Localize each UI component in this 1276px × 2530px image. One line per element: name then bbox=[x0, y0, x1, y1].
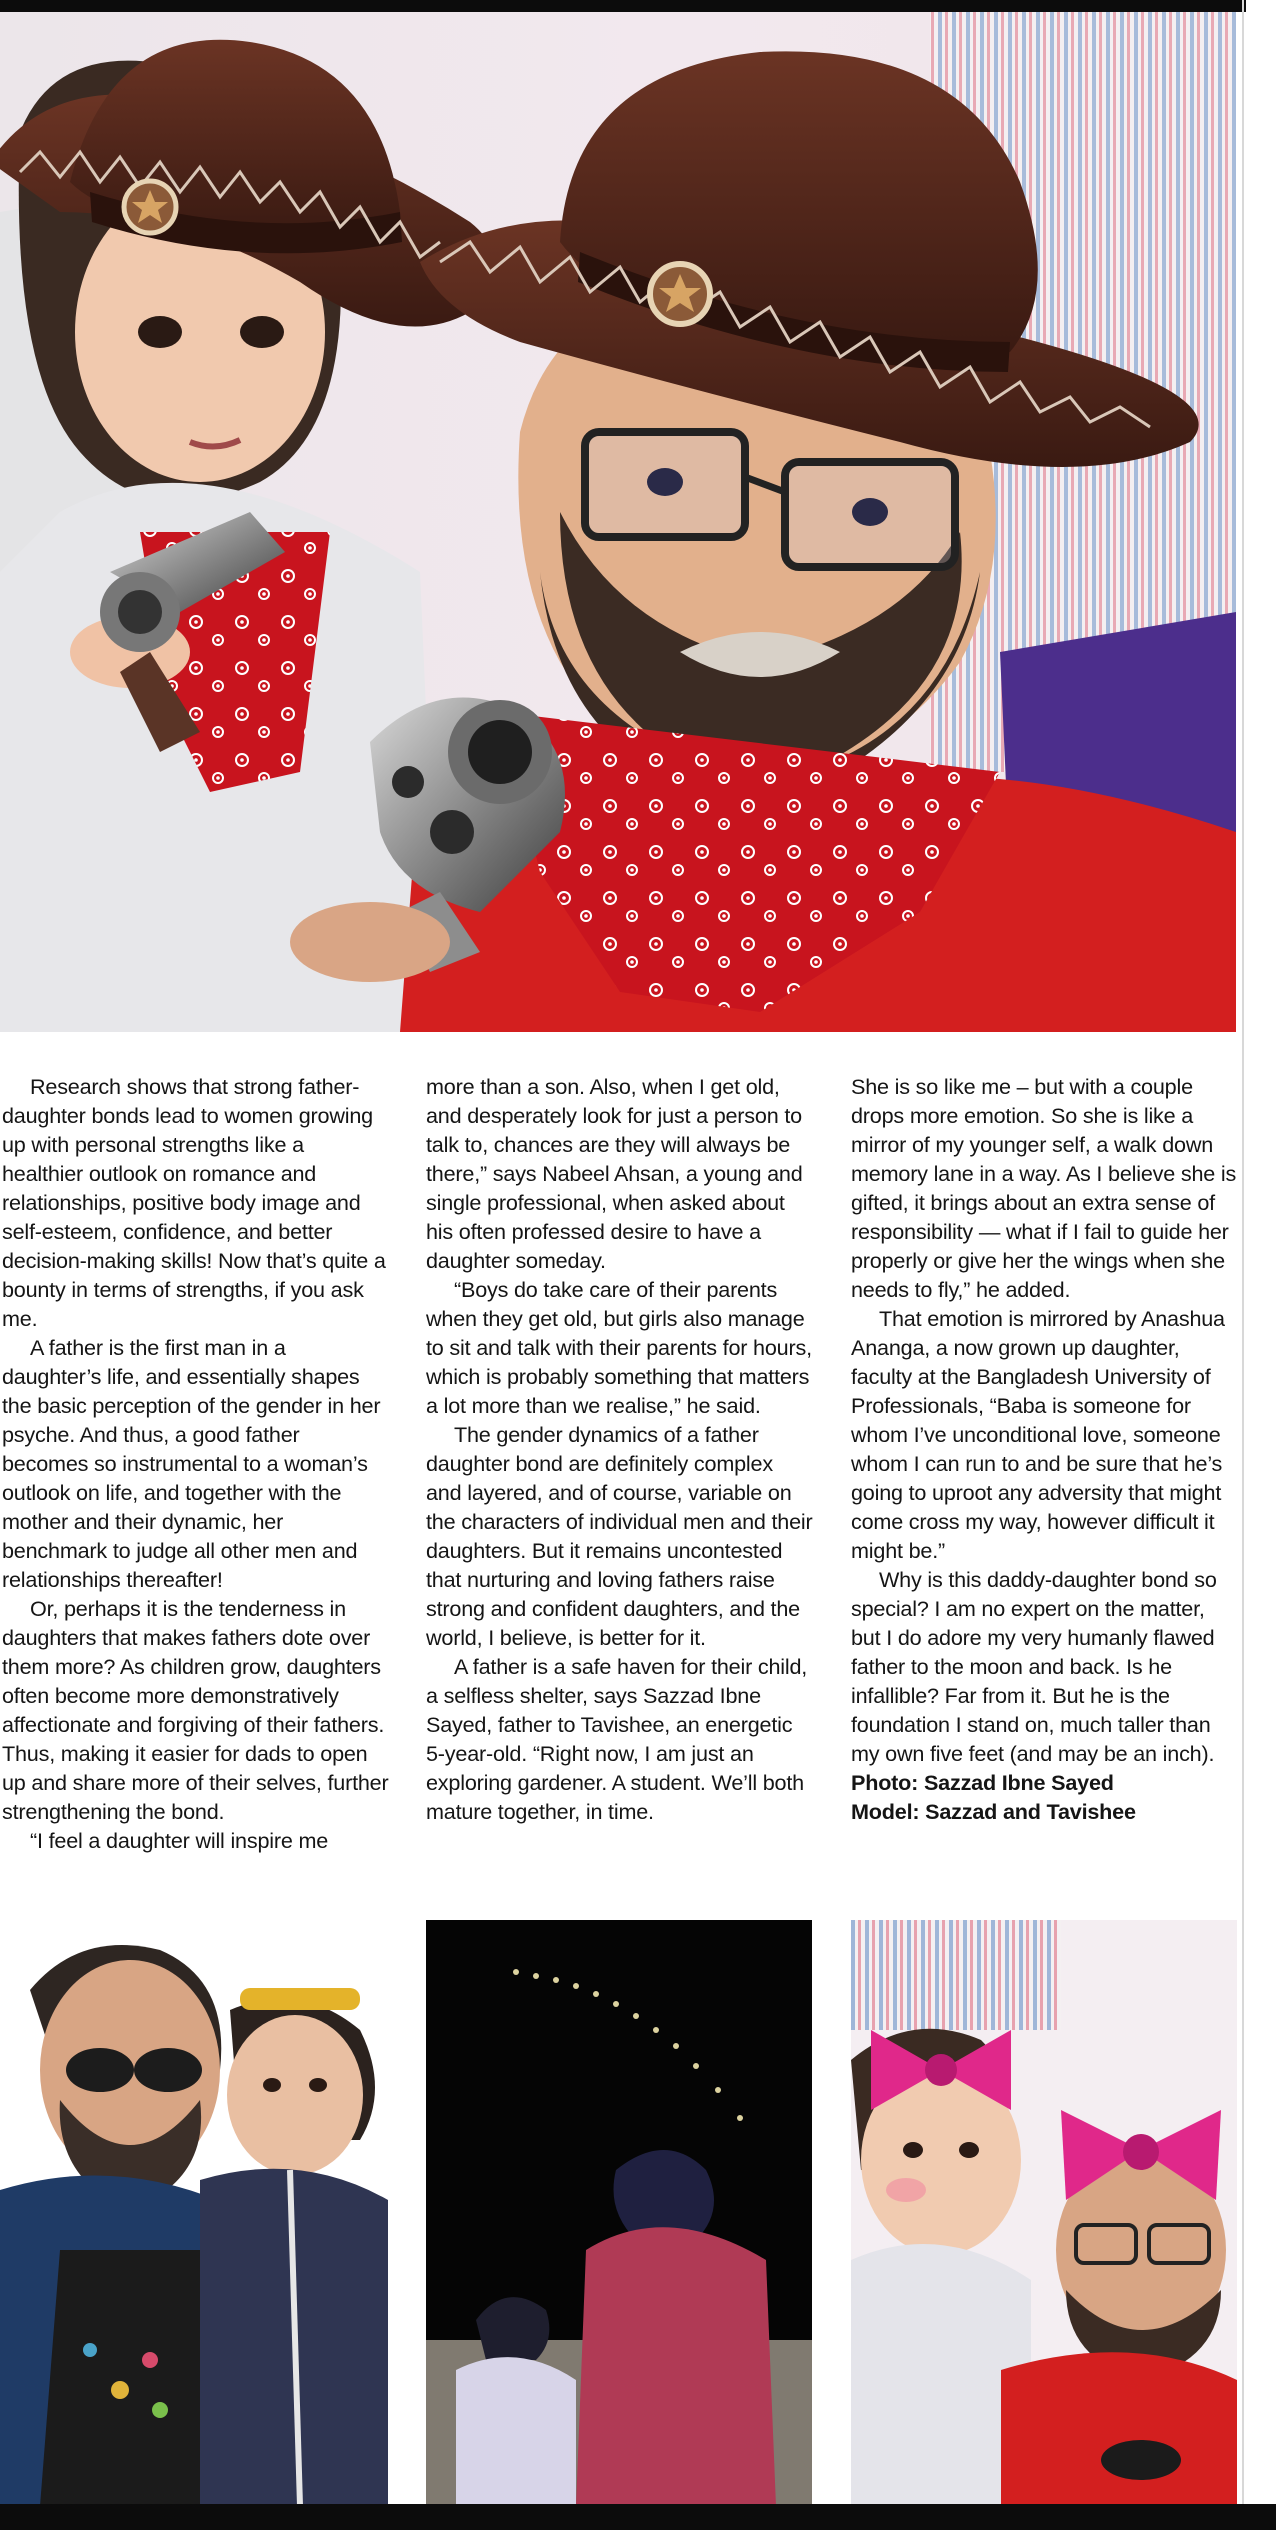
model-credit-line: Model: Sazzad and Tavishee bbox=[851, 1799, 1136, 1824]
hero-photo bbox=[0, 12, 1236, 1032]
bottom-border bbox=[0, 2504, 1276, 2530]
paragraph: Why is this daddy-daughter bond so special? I am no expert on the matter, but I do adore my very humanly flawed father to the moon and back. Is he infallible? Far from it. But he is the foundation I stand on, much taller than my own five feet (and may be an inch). bbox=[851, 1567, 1217, 1766]
photo-father-daughter-jackets bbox=[0, 1920, 388, 2506]
paragraph: That emotion is mirrored by Anashua Ananga, a now grown up daughter, faculty at the Bangladesh University of Professionals, “Baba is someone for whom I’ve unconditional love, someone whom I can run to and be sure that he’s going to uproot any adversity that might come cross my way, however difficult it might be.” bbox=[851, 1306, 1225, 1563]
top-border bbox=[0, 0, 1276, 12]
page-edge-line bbox=[1242, 0, 1244, 2530]
article-column-2 bbox=[426, 1072, 814, 1826]
paragraph: Research shows that strong father-daughter bonds lead to women growing up with personal strengths like a healthier outlook on romance and relationships, positive body image and self-esteem, confidence, and better decision-making skills! Now that’s quite a bounty in terms of strengths, if you ask me. bbox=[2, 1074, 386, 1331]
paragraph: A father is the first man in a daughter’s life, and essentially shapes the basic perception of the gender in her psyche. And thus, a good father becomes so instrumental to a woman’s outlook on life, and together with the mother and their dynamic, her benchmark to judge all other men and relationships thereafter! bbox=[2, 1335, 381, 1592]
paragraph: Or, perhaps it is the tenderness in daughters that makes fathers dote over them more? As children grow, daughters often become more demonstratively affectionate and forgiving of their fathers. Thus, making it easier for dads to open up and share more of their selves, further strengthening the bond. bbox=[2, 1596, 389, 1824]
paragraph: She is so like me – but with a couple drops more emotion. So she is like a mirror of my younger self, a walk down memory lane in a way. As I believe she is gifted, it brings about an extra sense of responsibility — what if I fail to guide her properly or give her the wings when she needs to fly,” he added. bbox=[851, 1074, 1237, 1302]
paragraph: A father is a safe haven for their child, a selfless shelter, says Sazzad Ibne Sayed, father to Tavishee, an energetic 5-year-old. “Right now, I am just an exploring gardener. A student. We’ll both mature together, in time. bbox=[426, 1654, 808, 1824]
paragraph: “I feel a daughter will inspire me bbox=[30, 1828, 329, 1853]
photo-credit-line: Photo: Sazzad Ibne Sayed bbox=[851, 1770, 1114, 1795]
page-margin bbox=[1246, 0, 1276, 2530]
paragraph: “Boys do take care of their parents when they get old, but girls also manage to sit and talk with their parents for hours, which is probably something that matters a lot more than we realise,” he said. bbox=[426, 1277, 812, 1418]
article-column-3 bbox=[851, 1072, 1239, 1826]
photo-pink-bows bbox=[851, 1920, 1237, 2506]
paragraph: more than a son. Also, when I get old, and desperately look for just a person to talk to, chances are they will always be there,” says Nabeel Ahsan, a young and single professional, when asked about his often professed desire to have a daughter someday. bbox=[426, 1074, 803, 1273]
article-column-1 bbox=[2, 1072, 390, 1855]
photo-credit bbox=[851, 1768, 1239, 1826]
paragraph: The gender dynamics of a father daughter bond are definitely complex and layered, and of course, variable on the characters of individual men and their daughters. But it remains uncontested that nurturing and loving fathers raise strong and confident daughters, and the world, I believe, is better for it. bbox=[426, 1422, 813, 1650]
photo-night-lake bbox=[426, 1920, 812, 2506]
